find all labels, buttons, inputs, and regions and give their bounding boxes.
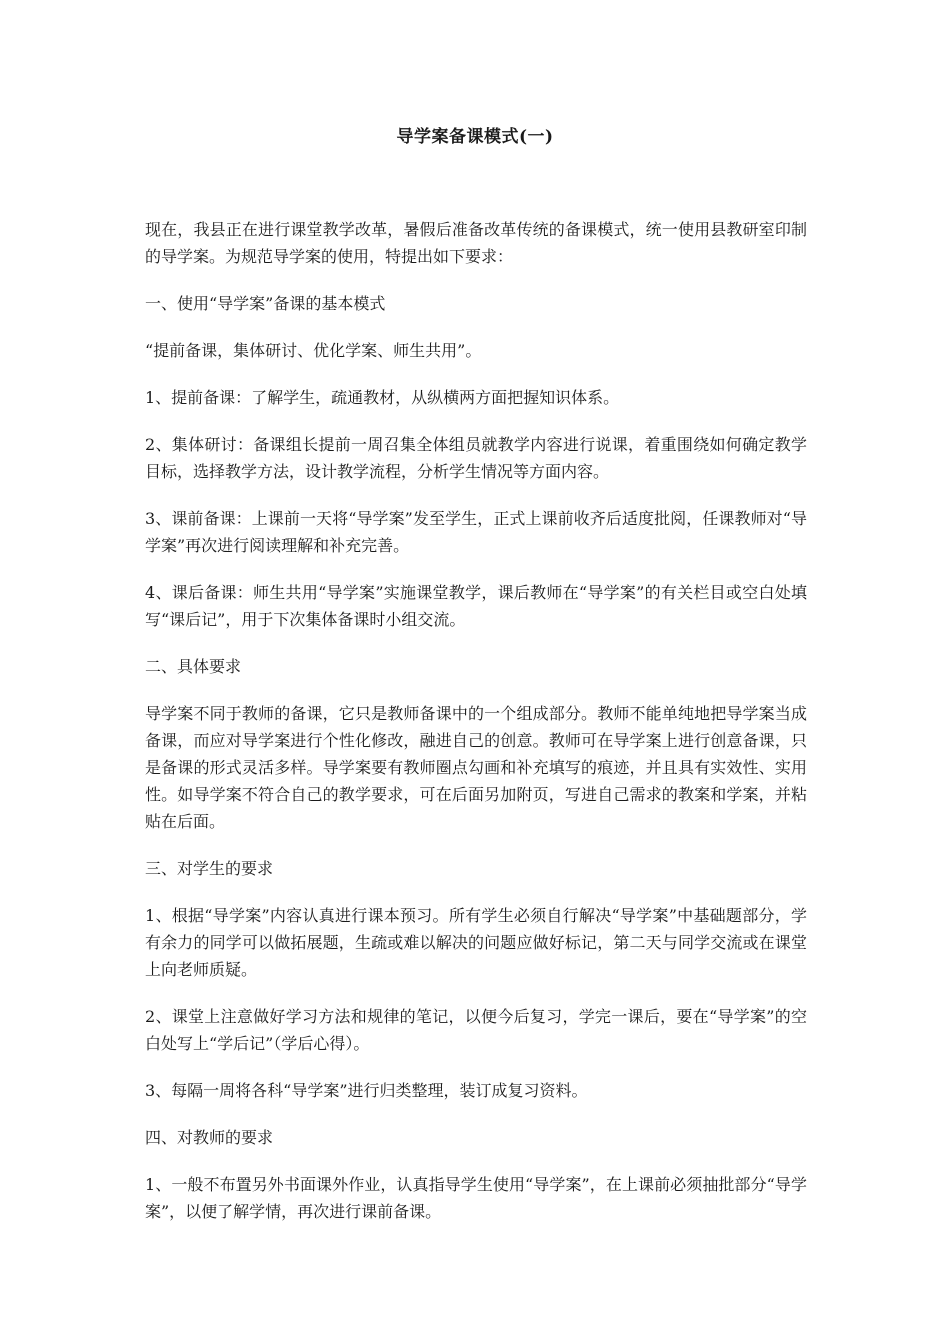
section-heading-4: 四、对教师的要求 [145,1128,274,1147]
motto-paragraph: “提前备课，集体研讨、优化学案、师生共用”。 [145,341,482,360]
list-item-advance-prep: 1、提前备课：了解学生，疏通教材，从纵横两方面把握知识体系。 [145,388,620,407]
list-item-student-preview: 1、根据“导学案”内容认真进行课本预习。所有学生必须自行解决“导学案”中基础题部分，学有余力的同学可以做拓展题，生疏或难以解决的问题应做好标记，第二天与同学交流或在课堂上向老师质疑。 [145,906,807,979]
list-item-student-organize: 3、每隔一周将各科“导学案”进行归类整理，装订成复习资料。 [145,1081,588,1100]
intro-paragraph: 现在，我县正在进行课堂教学改革，暑假后准备改革传统的备课模式，统一使用县教研室印制的导学案。为规范导学案的使用，特提出如下要求： [145,220,807,266]
section-heading-2: 二、具体要求 [145,657,242,676]
document-body [145,216,807,1245]
list-item-post-class-prep: 4、课后备课：师生共用“导学案”实施课堂教学，课后教师在“导学案”的有关栏目或空白处填写“课后记”，用于下次集体备课时小组交流。 [145,583,807,629]
section-heading-3: 三、对学生的要求 [145,859,274,878]
document-title: 导学案备课模式(一) [396,127,554,147]
list-item-teacher-homework: 1、一般不布置另外书面课外作业，认真指导学生使用“导学案”，在上课前必须抽批部分“导学案”，以便了解学情，再次进行课前备课。 [145,1175,807,1221]
list-item-pre-class-prep: 3、课前备课：上课前一天将“导学案”发至学生，正式上课前收齐后适度批阅，任课教师对“导学案”再次进行阅读理解和补充完善。 [145,509,807,555]
requirements-paragraph: 导学案不同于教师的备课，它只是教师备课中的一个组成部分。教师不能单纯地把导学案当成备课，而应对导学案进行个性化修改，融进自己的创意。教师可在导学案上进行创意备课，只是备课的形式灵活多样。导学案要有教师圈点勾画和补充填写的痕迹，并且具有实效性、实用性。如导学案不符合自己的教学要求，可在后面另加附页，写进自己需求的教案和学案，并粘贴在后面。 [145,704,807,831]
list-item-student-notes: 2、课堂上注意做好学习方法和规律的笔记，以便今后复习，学完一课后，要在“导学案”的空白处写上“学后记”（学后心得）。 [145,1007,807,1053]
list-item-group-research: 2、集体研讨：备课组长提前一周召集全体组员就教学内容进行说课，着重围绕如何确定教学目标，选择教学方法，设计教学流程，分析学生情况等方面内容。 [145,435,807,481]
section-heading-1: 一、使用“导学案”备课的基本模式 [145,294,386,313]
